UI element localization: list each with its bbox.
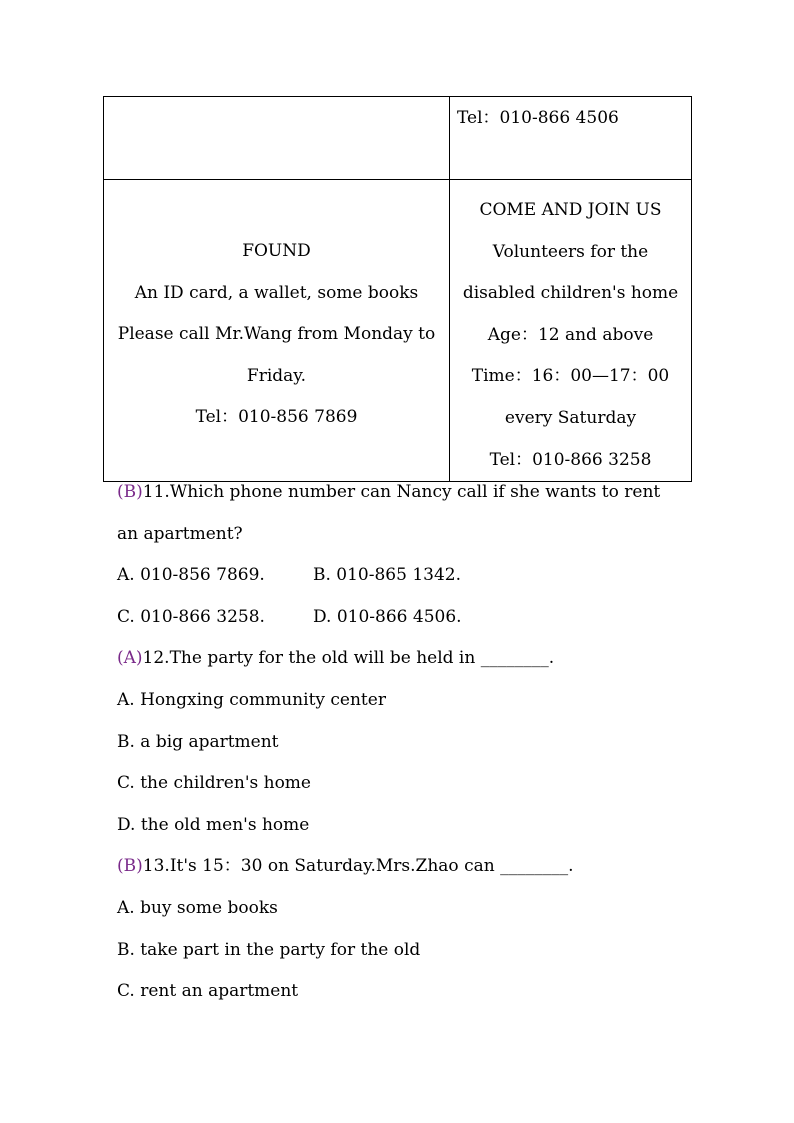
question-text: It's 15：30 on Saturday.Mrs.Zhao can ________.: [169, 856, 574, 877]
question-11-stem-continued: an apartment?: [117, 523, 243, 544]
option-b: B. 010-865 1342.: [313, 565, 462, 586]
option-c: C. the children's home: [117, 773, 311, 794]
found-line: An ID card, a wallet, some books: [134, 282, 419, 303]
table-row: [104, 180, 692, 482]
join-title: COME AND JOIN US: [479, 200, 662, 220]
question-number: 11.: [142, 482, 170, 502]
join-line: every Saturday: [504, 407, 637, 428]
join-tel: Tel：010-866 3258: [489, 449, 652, 470]
empty-cell: [104, 97, 450, 180]
join-line: Age：12 and above: [487, 324, 654, 345]
notice-table: [103, 96, 692, 482]
join-line: Time：16：00—17：00: [471, 366, 670, 387]
found-line: Please call Mr.Wang from Monday to: [117, 324, 436, 345]
option-b: B. a big apartment: [117, 731, 279, 752]
option-a: A. Hongxing community center: [117, 689, 386, 710]
option-d: D. 010-866 4506.: [313, 606, 462, 627]
top-right-cell: [450, 97, 692, 180]
question-11-stem: [117, 472, 687, 514]
question-text: Which phone number can Nancy call if she wants to rent: [169, 482, 661, 502]
join-line: disabled children's home: [462, 283, 679, 304]
question-number: 13.: [142, 856, 170, 877]
question-text: The party for the old will be held in ________.: [169, 648, 555, 669]
join-notice-cell: [450, 180, 692, 482]
option-a: A. buy some books: [117, 897, 278, 918]
answer-mark: (B): [117, 856, 143, 877]
question-12-stem: [117, 638, 687, 680]
option-row: [117, 555, 687, 597]
option-row: [117, 597, 687, 639]
question-13-stem: [117, 846, 687, 888]
option-d: D. the old men's home: [117, 814, 310, 835]
top-right-tel: Tel：010-866 4506: [457, 108, 619, 128]
question-number: 12.: [142, 648, 170, 669]
answer-mark: (B): [117, 482, 143, 502]
found-tel: Tel：010-856 7869: [195, 407, 358, 428]
option-b: B. take part in the party for the old: [117, 939, 421, 960]
option-c: C. 010-866 3258.: [117, 606, 265, 627]
option-c: C. rent an apartment: [117, 981, 299, 1002]
option-a: A. 010-856 7869.: [117, 565, 265, 586]
found-notice-cell: [104, 180, 450, 482]
found-title: FOUND: [242, 241, 311, 261]
answer-mark: (A): [117, 648, 143, 669]
found-line: Friday.: [246, 365, 307, 386]
table-row: [104, 97, 692, 180]
questions-section: [117, 472, 687, 1013]
join-line: Volunteers for the: [492, 241, 649, 262]
